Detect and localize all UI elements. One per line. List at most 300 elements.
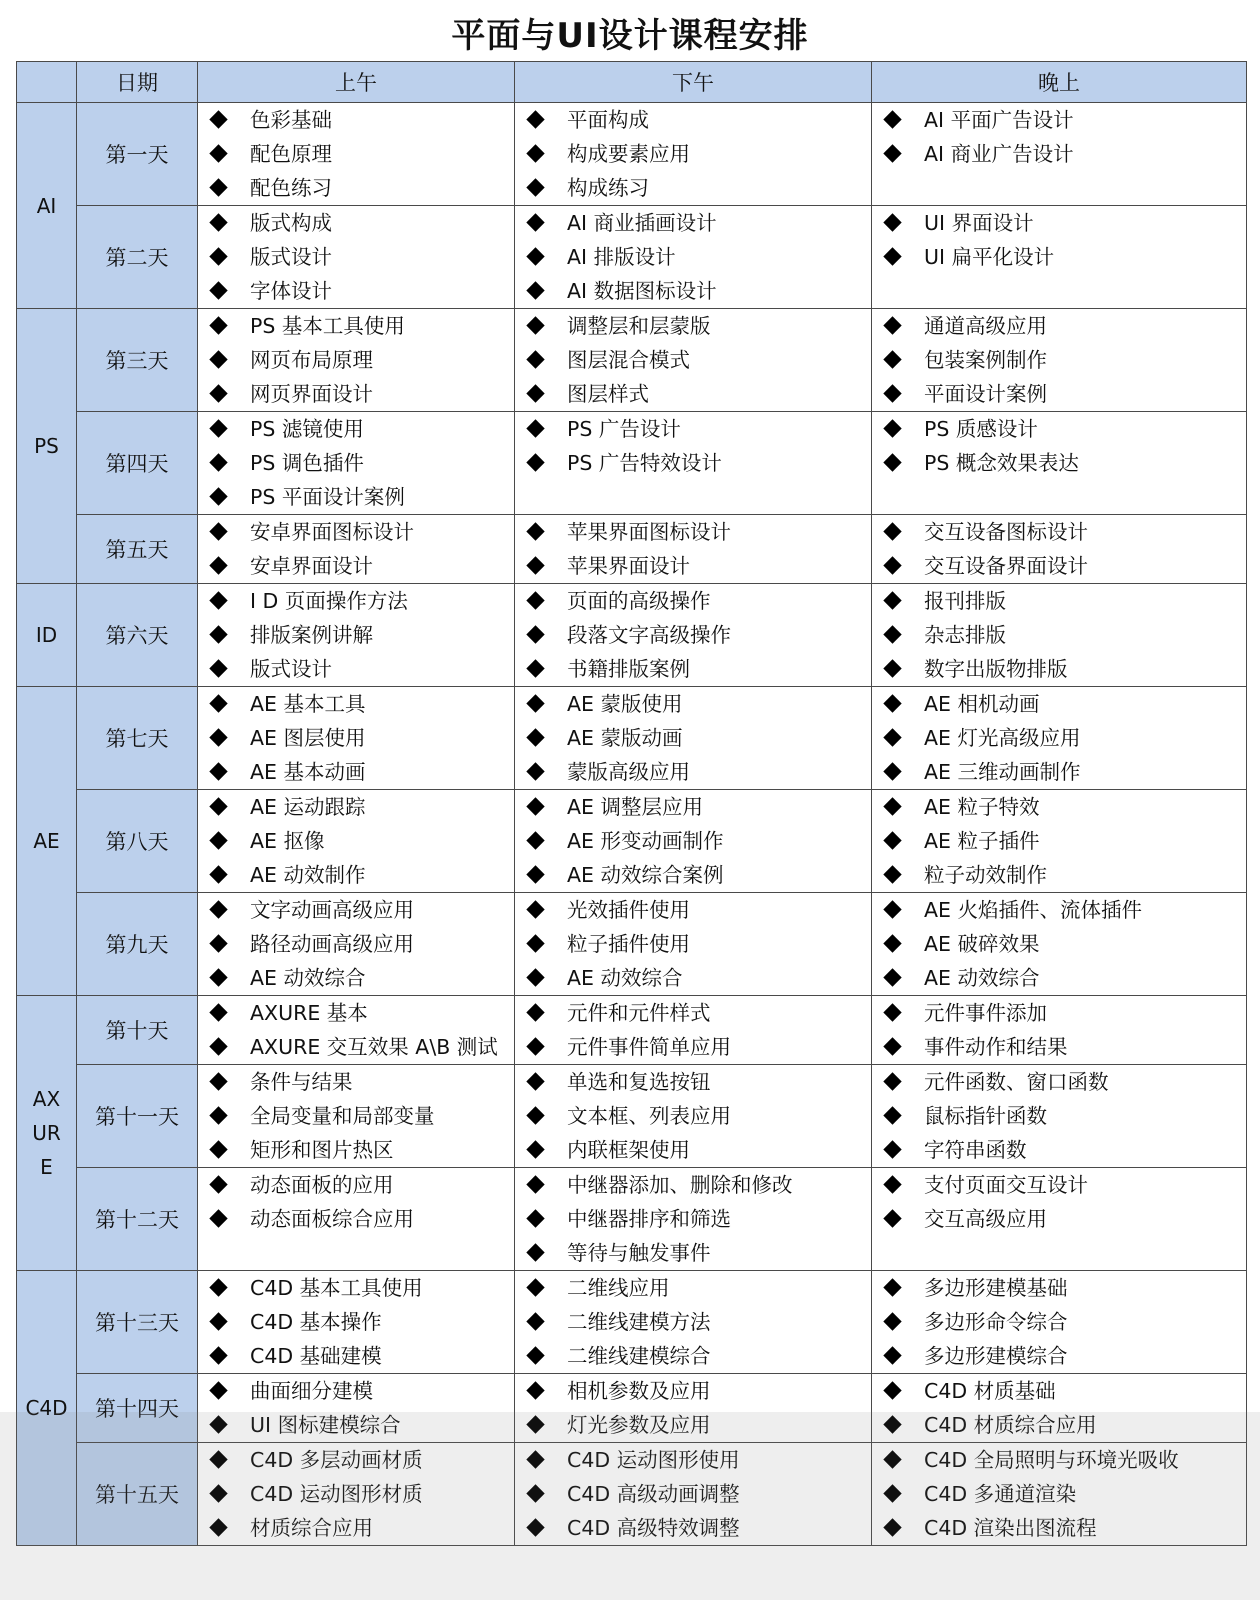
- diamond-bullet-icon: [209, 419, 227, 437]
- topic-text: 字体设计: [250, 279, 332, 303]
- list-item: [872, 446, 1246, 480]
- day-label-cell: 第四天: [77, 412, 198, 515]
- list-item: [198, 721, 514, 755]
- diamond-bullet-icon: [526, 797, 544, 815]
- list-item: [198, 171, 514, 205]
- topic-text: 多边形建模综合: [924, 1344, 1068, 1368]
- list-item: [515, 1168, 871, 1202]
- topic-list: [515, 1065, 871, 1167]
- diamond-bullet-icon: [883, 384, 901, 402]
- list-item: [198, 1168, 514, 1202]
- diamond-bullet-icon: [526, 1484, 544, 1502]
- diamond-bullet-icon: [526, 178, 544, 196]
- topic-text: AE 形变动画制作: [567, 829, 724, 853]
- diamond-bullet-icon: [526, 728, 544, 746]
- list-item: [872, 893, 1246, 927]
- day-label-cell: 第五天: [77, 515, 198, 584]
- topic-text: PS 广告设计: [567, 417, 681, 441]
- topic-list: [872, 1168, 1246, 1236]
- topic-text: AE 动效综合案例: [567, 863, 724, 887]
- table-row: [17, 790, 1247, 893]
- course-name-cell: AI: [17, 103, 77, 309]
- day-label-cell: 第十一天: [77, 1065, 198, 1168]
- diamond-bullet-icon: [209, 1450, 227, 1468]
- diamond-bullet-icon: [883, 968, 901, 986]
- topic-list: [515, 996, 871, 1064]
- list-item: [198, 1271, 514, 1305]
- topic-text: 鼠标指针函数: [924, 1104, 1047, 1128]
- diamond-bullet-icon: [526, 934, 544, 952]
- topic-text: 交互设备图标设计: [924, 520, 1088, 544]
- course-name-cell: AXURE: [17, 996, 77, 1271]
- list-item: [872, 1477, 1246, 1511]
- list-item: [872, 549, 1246, 583]
- schedule-table: [16, 61, 1247, 1546]
- topic-text: 图层混合模式: [567, 348, 690, 372]
- diamond-bullet-icon: [526, 1346, 544, 1364]
- list-item: [515, 103, 871, 137]
- list-item: [515, 515, 871, 549]
- page-title: 平面与UI设计课程安排: [451, 16, 809, 56]
- diamond-bullet-icon: [526, 350, 544, 368]
- diamond-bullet-icon: [883, 1209, 901, 1227]
- list-item: [515, 652, 871, 686]
- topic-list: [872, 1271, 1246, 1373]
- morning-cell: [198, 1271, 515, 1374]
- morning-cell: [198, 309, 515, 412]
- list-item: [872, 790, 1246, 824]
- course-name-cell: C4D: [17, 1271, 77, 1546]
- list-item: [515, 1065, 871, 1099]
- list-item: [515, 343, 871, 377]
- list-item: [515, 584, 871, 618]
- diamond-bullet-icon: [526, 762, 544, 780]
- topic-list: [515, 687, 871, 789]
- list-item: [515, 996, 871, 1030]
- diamond-bullet-icon: [883, 1003, 901, 1021]
- diamond-bullet-icon: [883, 556, 901, 574]
- diamond-bullet-icon: [209, 934, 227, 952]
- topic-text: 条件与结果: [250, 1070, 353, 1094]
- diamond-bullet-icon: [209, 1415, 227, 1433]
- topic-text: AI 平面广告设计: [924, 108, 1074, 132]
- diamond-bullet-icon: [526, 1072, 544, 1090]
- list-item: [515, 687, 871, 721]
- diamond-bullet-icon: [209, 831, 227, 849]
- topic-text: 中继器排序和筛选: [567, 1207, 731, 1231]
- diamond-bullet-icon: [526, 1243, 544, 1261]
- topic-text: C4D 材质综合应用: [924, 1413, 1097, 1437]
- day-label-cell: 第九天: [77, 893, 198, 996]
- topic-list: [515, 790, 871, 892]
- topic-list: [872, 206, 1246, 274]
- topic-list: [515, 412, 871, 480]
- topic-list: [872, 687, 1246, 789]
- list-item: [198, 1202, 514, 1236]
- list-item: [872, 1202, 1246, 1236]
- evening-cell: [872, 1168, 1247, 1271]
- topic-text: 材质综合应用: [250, 1516, 373, 1540]
- topic-text: 相机参数及应用: [567, 1379, 711, 1403]
- topic-text: 粒子插件使用: [567, 932, 690, 956]
- diamond-bullet-icon: [526, 1209, 544, 1227]
- topic-text: C4D 多通道渲染: [924, 1482, 1077, 1506]
- list-item: [872, 1030, 1246, 1064]
- diamond-bullet-icon: [209, 556, 227, 574]
- list-item: [515, 377, 871, 411]
- diamond-bullet-icon: [883, 934, 901, 952]
- diamond-bullet-icon: [209, 1278, 227, 1296]
- table-row: [17, 206, 1247, 309]
- topic-text: 页面的高级操作: [567, 589, 711, 613]
- diamond-bullet-icon: [883, 865, 901, 883]
- morning-cell: [198, 1065, 515, 1168]
- diamond-bullet-icon: [883, 831, 901, 849]
- diamond-bullet-icon: [526, 591, 544, 609]
- diamond-bullet-icon: [883, 453, 901, 471]
- evening-cell: [872, 1271, 1247, 1374]
- header-course: [17, 62, 77, 103]
- topic-text: AE 火焰插件、流体插件: [924, 898, 1142, 922]
- topic-text: 调整层和层蒙版: [567, 314, 711, 338]
- topic-list: [198, 893, 514, 995]
- diamond-bullet-icon: [883, 1312, 901, 1330]
- diamond-bullet-icon: [526, 556, 544, 574]
- diamond-bullet-icon: [209, 247, 227, 265]
- diamond-bullet-icon: [209, 694, 227, 712]
- topic-text: C4D 基本工具使用: [250, 1276, 423, 1300]
- list-item: [872, 858, 1246, 892]
- day-label-cell: 第十四天: [77, 1374, 198, 1443]
- diamond-bullet-icon: [209, 144, 227, 162]
- morning-cell: [198, 893, 515, 996]
- list-item: [515, 1477, 871, 1511]
- list-item: [872, 996, 1246, 1030]
- list-item: [515, 1236, 871, 1270]
- topic-list: [515, 515, 871, 583]
- evening-cell: [872, 103, 1247, 206]
- list-item: [872, 652, 1246, 686]
- list-item: [515, 1374, 871, 1408]
- topic-text: 色彩基础: [250, 108, 332, 132]
- topic-text: 网页布局原理: [250, 348, 373, 372]
- table-row: [17, 996, 1247, 1065]
- list-item: [198, 309, 514, 343]
- topic-list: [198, 996, 514, 1064]
- diamond-bullet-icon: [883, 1106, 901, 1124]
- afternoon-cell: [515, 1374, 872, 1443]
- diamond-bullet-icon: [883, 591, 901, 609]
- list-item: [515, 1099, 871, 1133]
- evening-cell: [872, 1065, 1247, 1168]
- diamond-bullet-icon: [209, 281, 227, 299]
- diamond-bullet-icon: [209, 316, 227, 334]
- list-item: [198, 515, 514, 549]
- topic-text: AE 基本工具: [250, 692, 366, 716]
- afternoon-cell: [515, 1271, 872, 1374]
- topic-text: 多边形建模基础: [924, 1276, 1068, 1300]
- topic-text: 排版案例讲解: [250, 623, 373, 647]
- diamond-bullet-icon: [209, 728, 227, 746]
- topic-text: AE 动效综合: [567, 966, 683, 990]
- list-item: [198, 377, 514, 411]
- topic-text: 配色原理: [250, 142, 332, 166]
- diamond-bullet-icon: [883, 1381, 901, 1399]
- diamond-bullet-icon: [883, 762, 901, 780]
- table-row: [17, 893, 1247, 996]
- diamond-bullet-icon: [526, 1381, 544, 1399]
- topic-text: 元件和元件样式: [567, 1001, 711, 1025]
- morning-cell: [198, 996, 515, 1065]
- diamond-bullet-icon: [209, 384, 227, 402]
- diamond-bullet-icon: [526, 1518, 544, 1536]
- list-item: [872, 1339, 1246, 1373]
- list-item: [515, 240, 871, 274]
- diamond-bullet-icon: [883, 1037, 901, 1055]
- topic-list: [515, 584, 871, 686]
- topic-text: 书籍排版案例: [567, 657, 690, 681]
- list-item: [872, 1511, 1246, 1545]
- list-item: [515, 274, 871, 308]
- list-item: [515, 549, 871, 583]
- topic-text: C4D 渲染出图流程: [924, 1516, 1097, 1540]
- topic-text: AE 粒子特效: [924, 795, 1040, 819]
- list-item: [515, 1443, 871, 1477]
- diamond-bullet-icon: [883, 1484, 901, 1502]
- diamond-bullet-icon: [526, 865, 544, 883]
- topic-text: 数字出版物排版: [924, 657, 1068, 681]
- list-item: [198, 1133, 514, 1167]
- topic-text: C4D 高级特效调整: [567, 1516, 740, 1540]
- diamond-bullet-icon: [209, 213, 227, 231]
- diamond-bullet-icon: [209, 522, 227, 540]
- list-item: [198, 1065, 514, 1099]
- topic-text: 图层样式: [567, 382, 649, 406]
- list-item: [198, 206, 514, 240]
- day-label-cell: 第一天: [77, 103, 198, 206]
- diamond-bullet-icon: [883, 213, 901, 231]
- list-item: [515, 446, 871, 480]
- list-item: [198, 1374, 514, 1408]
- morning-cell: [198, 1443, 515, 1546]
- topic-list: [872, 893, 1246, 995]
- list-item: [198, 755, 514, 789]
- evening-cell: [872, 687, 1247, 790]
- evening-cell: [872, 996, 1247, 1065]
- list-item: [515, 721, 871, 755]
- diamond-bullet-icon: [209, 797, 227, 815]
- course-name-cell: PS: [17, 309, 77, 584]
- morning-cell: [198, 687, 515, 790]
- diamond-bullet-icon: [526, 1106, 544, 1124]
- topic-text: AE 灯光高级应用: [924, 726, 1081, 750]
- list-item: [515, 790, 871, 824]
- header-afternoon: 下午: [515, 62, 872, 103]
- diamond-bullet-icon: [883, 1072, 901, 1090]
- topic-text: 平面设计案例: [924, 382, 1047, 406]
- topic-list: [198, 206, 514, 308]
- list-item: [198, 1099, 514, 1133]
- topic-list: [198, 1168, 514, 1236]
- list-item: [872, 1443, 1246, 1477]
- topic-list: [515, 1374, 871, 1442]
- topic-text: PS 调色插件: [250, 451, 364, 475]
- topic-text: 等待与触发事件: [567, 1241, 711, 1265]
- afternoon-cell: [515, 790, 872, 893]
- topic-text: C4D 基本操作: [250, 1310, 382, 1334]
- diamond-bullet-icon: [883, 1415, 901, 1433]
- afternoon-cell: [515, 584, 872, 687]
- list-item: [872, 1374, 1246, 1408]
- topic-text: 内联框架使用: [567, 1138, 690, 1162]
- topic-text: 动态面板的应用: [250, 1173, 394, 1197]
- topic-text: 文字动画高级应用: [250, 898, 414, 922]
- topic-text: 构成要素应用: [567, 142, 690, 166]
- list-item: [872, 1065, 1246, 1099]
- list-item: [872, 927, 1246, 961]
- topic-text: 二维线建模方法: [567, 1310, 711, 1334]
- topic-list: [198, 103, 514, 205]
- list-item: [198, 790, 514, 824]
- list-item: [198, 961, 514, 995]
- diamond-bullet-icon: [209, 865, 227, 883]
- topic-list: [515, 1271, 871, 1373]
- diamond-bullet-icon: [526, 1175, 544, 1193]
- list-item: [515, 1202, 871, 1236]
- diamond-bullet-icon: [883, 1450, 901, 1468]
- diamond-bullet-icon: [526, 213, 544, 231]
- list-item: [198, 1477, 514, 1511]
- header-morning: 上午: [198, 62, 515, 103]
- list-item: [515, 412, 871, 446]
- afternoon-cell: [515, 996, 872, 1065]
- diamond-bullet-icon: [526, 831, 544, 849]
- list-item: [198, 343, 514, 377]
- header-date: 日期: [77, 62, 198, 103]
- evening-cell: [872, 309, 1247, 412]
- topic-text: 元件事件简单应用: [567, 1035, 731, 1059]
- list-item: [198, 652, 514, 686]
- list-item: [515, 618, 871, 652]
- topic-list: [198, 1443, 514, 1545]
- list-item: [198, 584, 514, 618]
- diamond-bullet-icon: [883, 144, 901, 162]
- day-label-cell: 第六天: [77, 584, 198, 687]
- topic-list: [872, 1065, 1246, 1167]
- topic-text: AE 调整层应用: [567, 795, 703, 819]
- diamond-bullet-icon: [209, 1140, 227, 1158]
- day-label-cell: 第七天: [77, 687, 198, 790]
- list-item: [198, 1339, 514, 1373]
- diamond-bullet-icon: [209, 625, 227, 643]
- list-item: [872, 103, 1246, 137]
- list-item: [872, 377, 1246, 411]
- list-item: [872, 1099, 1246, 1133]
- list-item: [198, 412, 514, 446]
- topic-list: [872, 103, 1246, 171]
- diamond-bullet-icon: [526, 1450, 544, 1468]
- topic-text: 版式构成: [250, 211, 332, 235]
- schedule-body: [17, 103, 1247, 1546]
- diamond-bullet-icon: [526, 900, 544, 918]
- afternoon-cell: [515, 893, 872, 996]
- list-item: [872, 1133, 1246, 1167]
- list-item: [198, 103, 514, 137]
- list-item: [198, 1408, 514, 1442]
- topic-text: PS 平面设计案例: [250, 485, 405, 509]
- topic-text: 二维线应用: [567, 1276, 670, 1300]
- list-item: [198, 274, 514, 308]
- list-item: [515, 1408, 871, 1442]
- topic-list: [198, 515, 514, 583]
- topic-list: [515, 1168, 871, 1270]
- list-item: [872, 824, 1246, 858]
- diamond-bullet-icon: [209, 1518, 227, 1536]
- topic-text: 粒子动效制作: [924, 863, 1047, 887]
- topic-text: 交互高级应用: [924, 1207, 1047, 1231]
- list-item: [198, 927, 514, 961]
- evening-cell: [872, 515, 1247, 584]
- diamond-bullet-icon: [526, 694, 544, 712]
- diamond-bullet-icon: [526, 1415, 544, 1433]
- topic-list: [198, 309, 514, 411]
- topic-text: 文本框、列表应用: [567, 1104, 731, 1128]
- topic-list: [198, 412, 514, 514]
- list-item: [515, 1271, 871, 1305]
- diamond-bullet-icon: [883, 1346, 901, 1364]
- list-item: [872, 1408, 1246, 1442]
- list-item: [872, 515, 1246, 549]
- topic-text: PS 基本工具使用: [250, 314, 405, 338]
- topic-text: AE 动效综合: [250, 966, 366, 990]
- diamond-bullet-icon: [883, 659, 901, 677]
- topic-text: AXURE 基本: [250, 1001, 368, 1025]
- topic-text: 元件事件添加: [924, 1001, 1047, 1025]
- diamond-bullet-icon: [883, 1278, 901, 1296]
- list-item: [872, 1168, 1246, 1202]
- morning-cell: [198, 515, 515, 584]
- table-row: [17, 687, 1247, 790]
- list-item: [515, 858, 871, 892]
- list-item: [515, 137, 871, 171]
- topic-text: AE 基本动画: [250, 760, 366, 784]
- topic-list: [515, 309, 871, 411]
- list-item: [515, 755, 871, 789]
- topic-list: [872, 996, 1246, 1064]
- topic-text: PS 广告特效设计: [567, 451, 722, 475]
- day-label-cell: 第二天: [77, 206, 198, 309]
- topic-text: 灯光参数及应用: [567, 1413, 711, 1437]
- diamond-bullet-icon: [526, 247, 544, 265]
- diamond-bullet-icon: [209, 350, 227, 368]
- list-item: [515, 961, 871, 995]
- topic-text: AXURE 交互效果 A\B 测试: [250, 1035, 498, 1059]
- list-item: [198, 824, 514, 858]
- diamond-bullet-icon: [526, 659, 544, 677]
- topic-text: AI 商业插画设计: [567, 211, 717, 235]
- topic-text: AE 运动跟踪: [250, 795, 366, 819]
- list-item: [198, 1030, 514, 1064]
- topic-text: AE 粒子插件: [924, 829, 1040, 853]
- list-item: [872, 309, 1246, 343]
- topic-list: [515, 893, 871, 995]
- topic-text: C4D 高级动画调整: [567, 1482, 740, 1506]
- topic-text: AE 动效制作: [250, 863, 366, 887]
- topic-list: [198, 1271, 514, 1373]
- list-item: [198, 996, 514, 1030]
- topic-text: 配色练习: [250, 176, 332, 200]
- topic-text: AE 动效综合: [924, 966, 1040, 990]
